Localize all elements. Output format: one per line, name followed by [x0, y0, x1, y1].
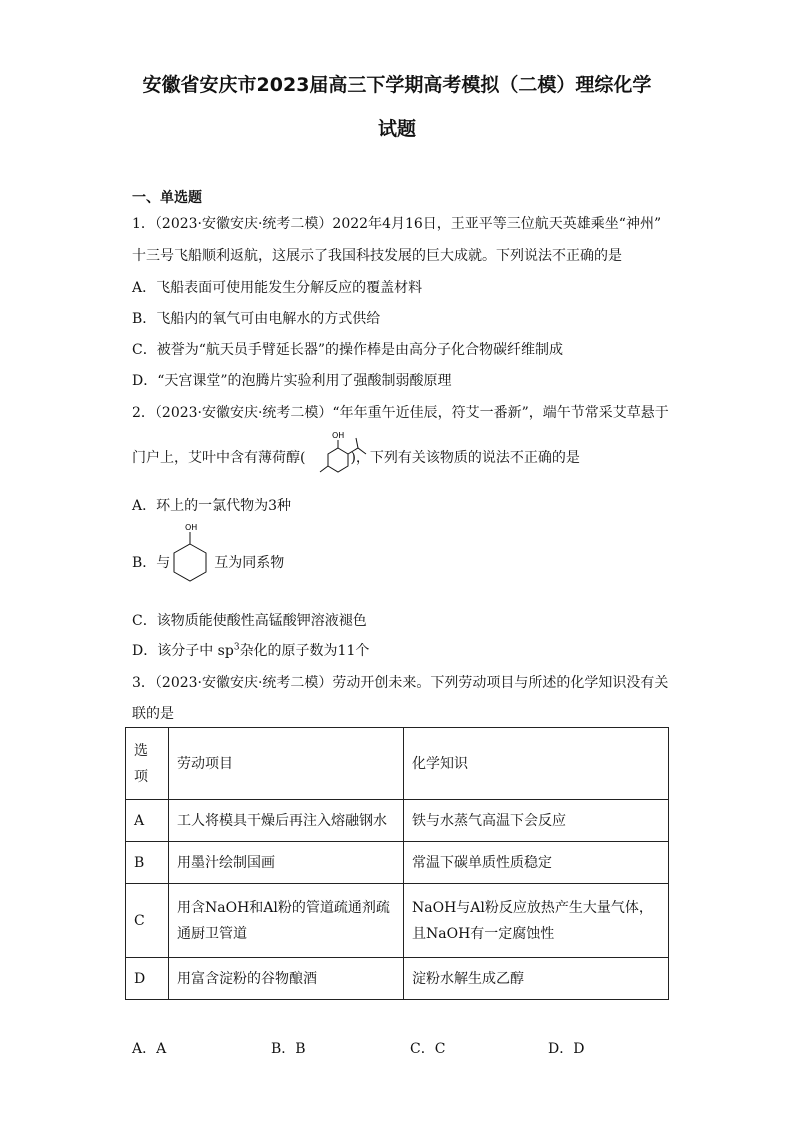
row-d-labor: 用富含淀粉的谷物酿酒	[169, 958, 404, 1000]
q2-stem-before: 门户上，艾叶中含有薄荷醇(	[132, 450, 306, 466]
q2-stem-line1: 2．（2023·安徽安庆·统考二模）“年年重午近佳辰，符艾一番新”，端午节常采艾草悬于	[132, 405, 669, 421]
header-labor-item: 劳动项目	[169, 728, 404, 800]
row-a-knowledge: 铁与水蒸气高温下会反应	[404, 800, 669, 842]
row-b-knowledge: 常温下碳单质性质稳定	[404, 842, 669, 884]
doc-title-line1: 安徽省安庆市2023届高三下学期高考模拟（二模）理综化学	[142, 74, 652, 96]
row-c-labor: 用含NaOH和Al粉的管道疏通剂疏通厨卫管道	[169, 884, 404, 958]
q3-stem-line1: 3．（2023·安徽安庆·统考二模）劳动开创未来。下列劳动项目与所述的化学知识没有关	[132, 675, 669, 691]
q2-option-d-before: D．该分子中 sp	[132, 643, 234, 659]
q2-option-c: C．该物质能使酸性高锰酸钾溶液褪色	[132, 613, 367, 629]
table-row	[126, 800, 669, 842]
row-a-labor: 工人将模具干燥后再注入熔融钢水	[169, 800, 404, 842]
q1-stem-line1: 1．（2023·安徽安庆·统考二模）2022年4月16日，王亚平等三位航天英雄乘坐“神州”	[132, 216, 662, 232]
row-d-knowledge: 淀粉水解生成乙醇	[404, 958, 669, 1000]
row-d-option: D	[126, 958, 169, 1000]
doc-title-line2: 试题	[377, 118, 416, 140]
row-b-labor: 用墨汁绘制国画	[169, 842, 404, 884]
menthol-structure-image	[310, 428, 380, 478]
menthol-oh-label: OH	[332, 431, 345, 440]
row-c-knowledge: NaOH与Al粉反应放热产生大量气体，且NaOH有一定腐蚀性	[404, 884, 669, 958]
row-b-option: B	[126, 842, 169, 884]
q3-answer-d: D．D	[548, 1041, 585, 1057]
q1-option-b: B．飞船内的氧气可由电解水的方式供给	[132, 311, 381, 327]
q3-table	[125, 727, 669, 1000]
cyclohexanol-oh-label: OH	[185, 523, 198, 532]
q1-option-a: A．飞船表面可使用能发生分解反应的覆盖材料	[132, 280, 423, 296]
q3-answer-c: C．C	[410, 1041, 446, 1057]
q1-option-d: D．“天宫课堂”的泡腾片实验利用了强酸制弱酸原理	[132, 373, 452, 389]
q1-stem-line2: 十三号飞船顺利返航，这展示了我国科技发展的巨大成就。下列说法不正确的是	[132, 248, 622, 264]
table-row	[126, 884, 669, 958]
row-a-option: A	[126, 800, 169, 842]
q3-answer-b: B．B	[271, 1041, 306, 1057]
q2-option-b-before: B．与	[132, 555, 171, 571]
q2-option-b-after: 互为同系物	[214, 555, 285, 571]
table-header-row	[126, 728, 669, 800]
q3-answer-a: A．A	[132, 1041, 167, 1057]
q3-stem-line2: 联的是	[132, 706, 174, 722]
q2-option-d	[132, 640, 369, 660]
cyclohexanol-structure-image	[165, 522, 215, 592]
table-row	[126, 958, 669, 1000]
q2-option-a: A．环上的一氯代物为3种	[132, 498, 292, 514]
header-option: 选项	[126, 728, 169, 800]
table-row	[126, 842, 669, 884]
section-heading: 一、单选题	[132, 190, 202, 206]
q2-option-d-sup: 3	[233, 642, 240, 653]
q1-option-c: C．被誉为“航天员手臂延长器”的操作棒是由高分子化合物碳纤维制成	[132, 342, 564, 358]
q2-stem-after: )，下列有关该物质的说法不正确的是	[350, 450, 580, 466]
q2-option-d-after: 杂化的原子数为11个	[239, 643, 370, 659]
row-c-option: C	[126, 884, 169, 958]
header-chem-knowledge: 化学知识	[404, 728, 669, 800]
